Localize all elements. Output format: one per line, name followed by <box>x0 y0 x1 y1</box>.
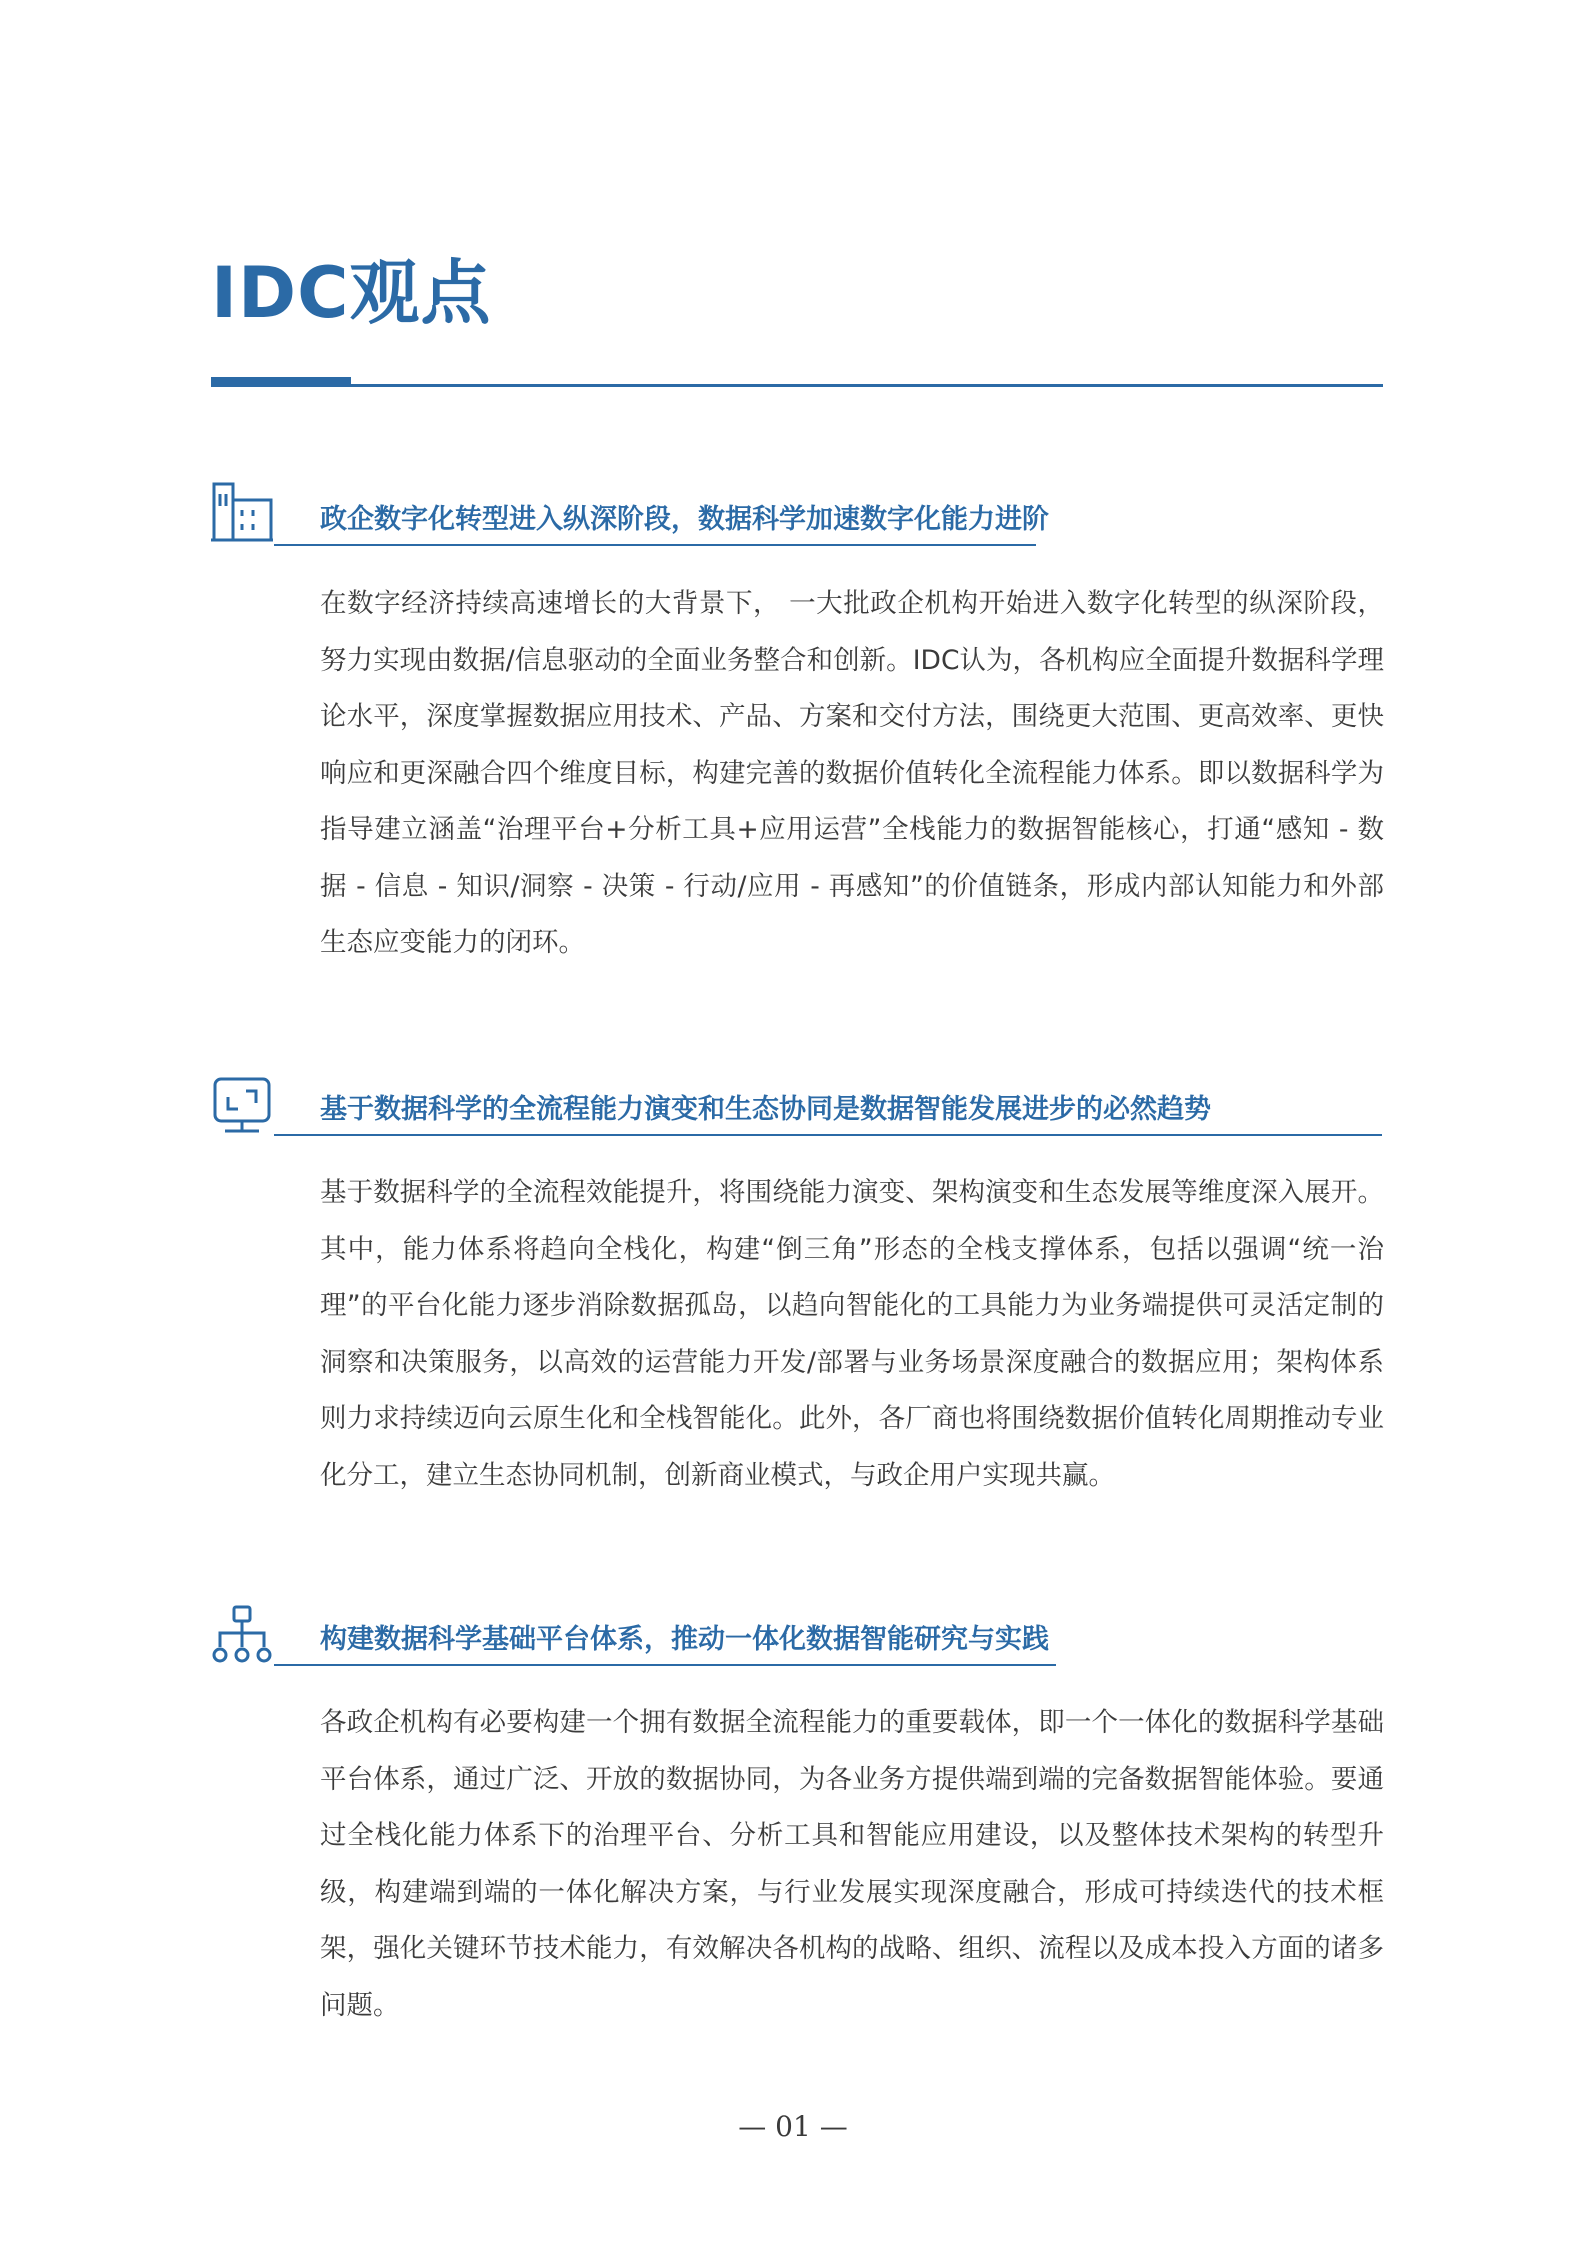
title-divider-accent <box>211 377 351 387</box>
section-heading: 构建数据科学基础平台体系，推动一体化数据智能研究与实践 <box>320 1624 1049 1655</box>
monitor-icon <box>211 1075 273 1137</box>
title-divider <box>211 384 1383 387</box>
hierarchy-icon <box>211 1605 273 1667</box>
section-underline <box>274 1134 1382 1136</box>
section-heading: 基于数据科学的全流程能力演变和生态协同是数据智能发展进步的必然趋势 <box>320 1094 1211 1125</box>
page-title: IDC观点 <box>211 252 492 334</box>
section-body: 在数字经济持续高速增长的大背景下， 一大批政企机构开始进入数字化转型的纵深阶段，努力实现由数据/信息驱动的全面业务整合和创新。IDC认为，各机构应全面提升数据科学理论水平，深度掌握数据应用技术、产品、方案和交付方法，围绕更大范围、更高效率、更快响应和更深融合四个维度目标，构建完善的数据价值转化全流程能力体系。即以数据科学为指导建立涵盖“治理平台+分析工具+应用运营”全栈能力的数据智能核心，打通“感知 - 数据 - 信息 - 知识/洞察 - 决策 - 行动/应用 - 再感知”的价值链条，形成内部认知能力和外部生态应变能力的闭环。 <box>320 588 1384 958</box>
section-body: 各政企机构有必要构建一个拥有数据全流程能力的重要载体，即一个一体化的数据科学基础平台体系，通过广泛、开放的数据协同，为各业务方提供端到端的完备数据智能体验。要通过全栈化能力体系下的治理平台、分析工具和智能应用建设，以及整体技术架构的转型升级，构建端到端的一体化解决方案，与行业发展实现深度融合，形成可持续迭代的技术框架，强化关键环节技术能力，有效解决各机构的战略、组织、流程以及成本投入方面的诸多问题。 <box>320 1707 1384 2021</box>
section-body: 基于数据科学的全流程效能提升，将围绕能力演变、架构演变和生态发展等维度深入展开。其中，能力体系将趋向全栈化，构建“倒三角”形态的全栈支撑体系，包括以强调“统一治理”的平台化能力逐步消除数据孤岛，以趋向智能化的工具能力为业务端提供可灵活定制的洞察和决策服务，以高效的运营能力开发/部署与业务场景深度融合的数据应用；架构体系则力求持续迈向云原生化和全栈智能化。此外，各厂商也将围绕数据价值转化周期推动专业化分工，建立生态协同机制，创新商业模式，与政企用户实现共赢。 <box>320 1177 1384 1491</box>
page-number: — 01 — <box>738 2110 848 2143</box>
section-underline <box>274 544 1036 546</box>
building-icon <box>211 480 273 542</box>
section-heading: 政企数字化转型进入纵深阶段，数据科学加速数字化能力进阶 <box>320 504 1049 535</box>
section-underline <box>274 1664 1056 1666</box>
